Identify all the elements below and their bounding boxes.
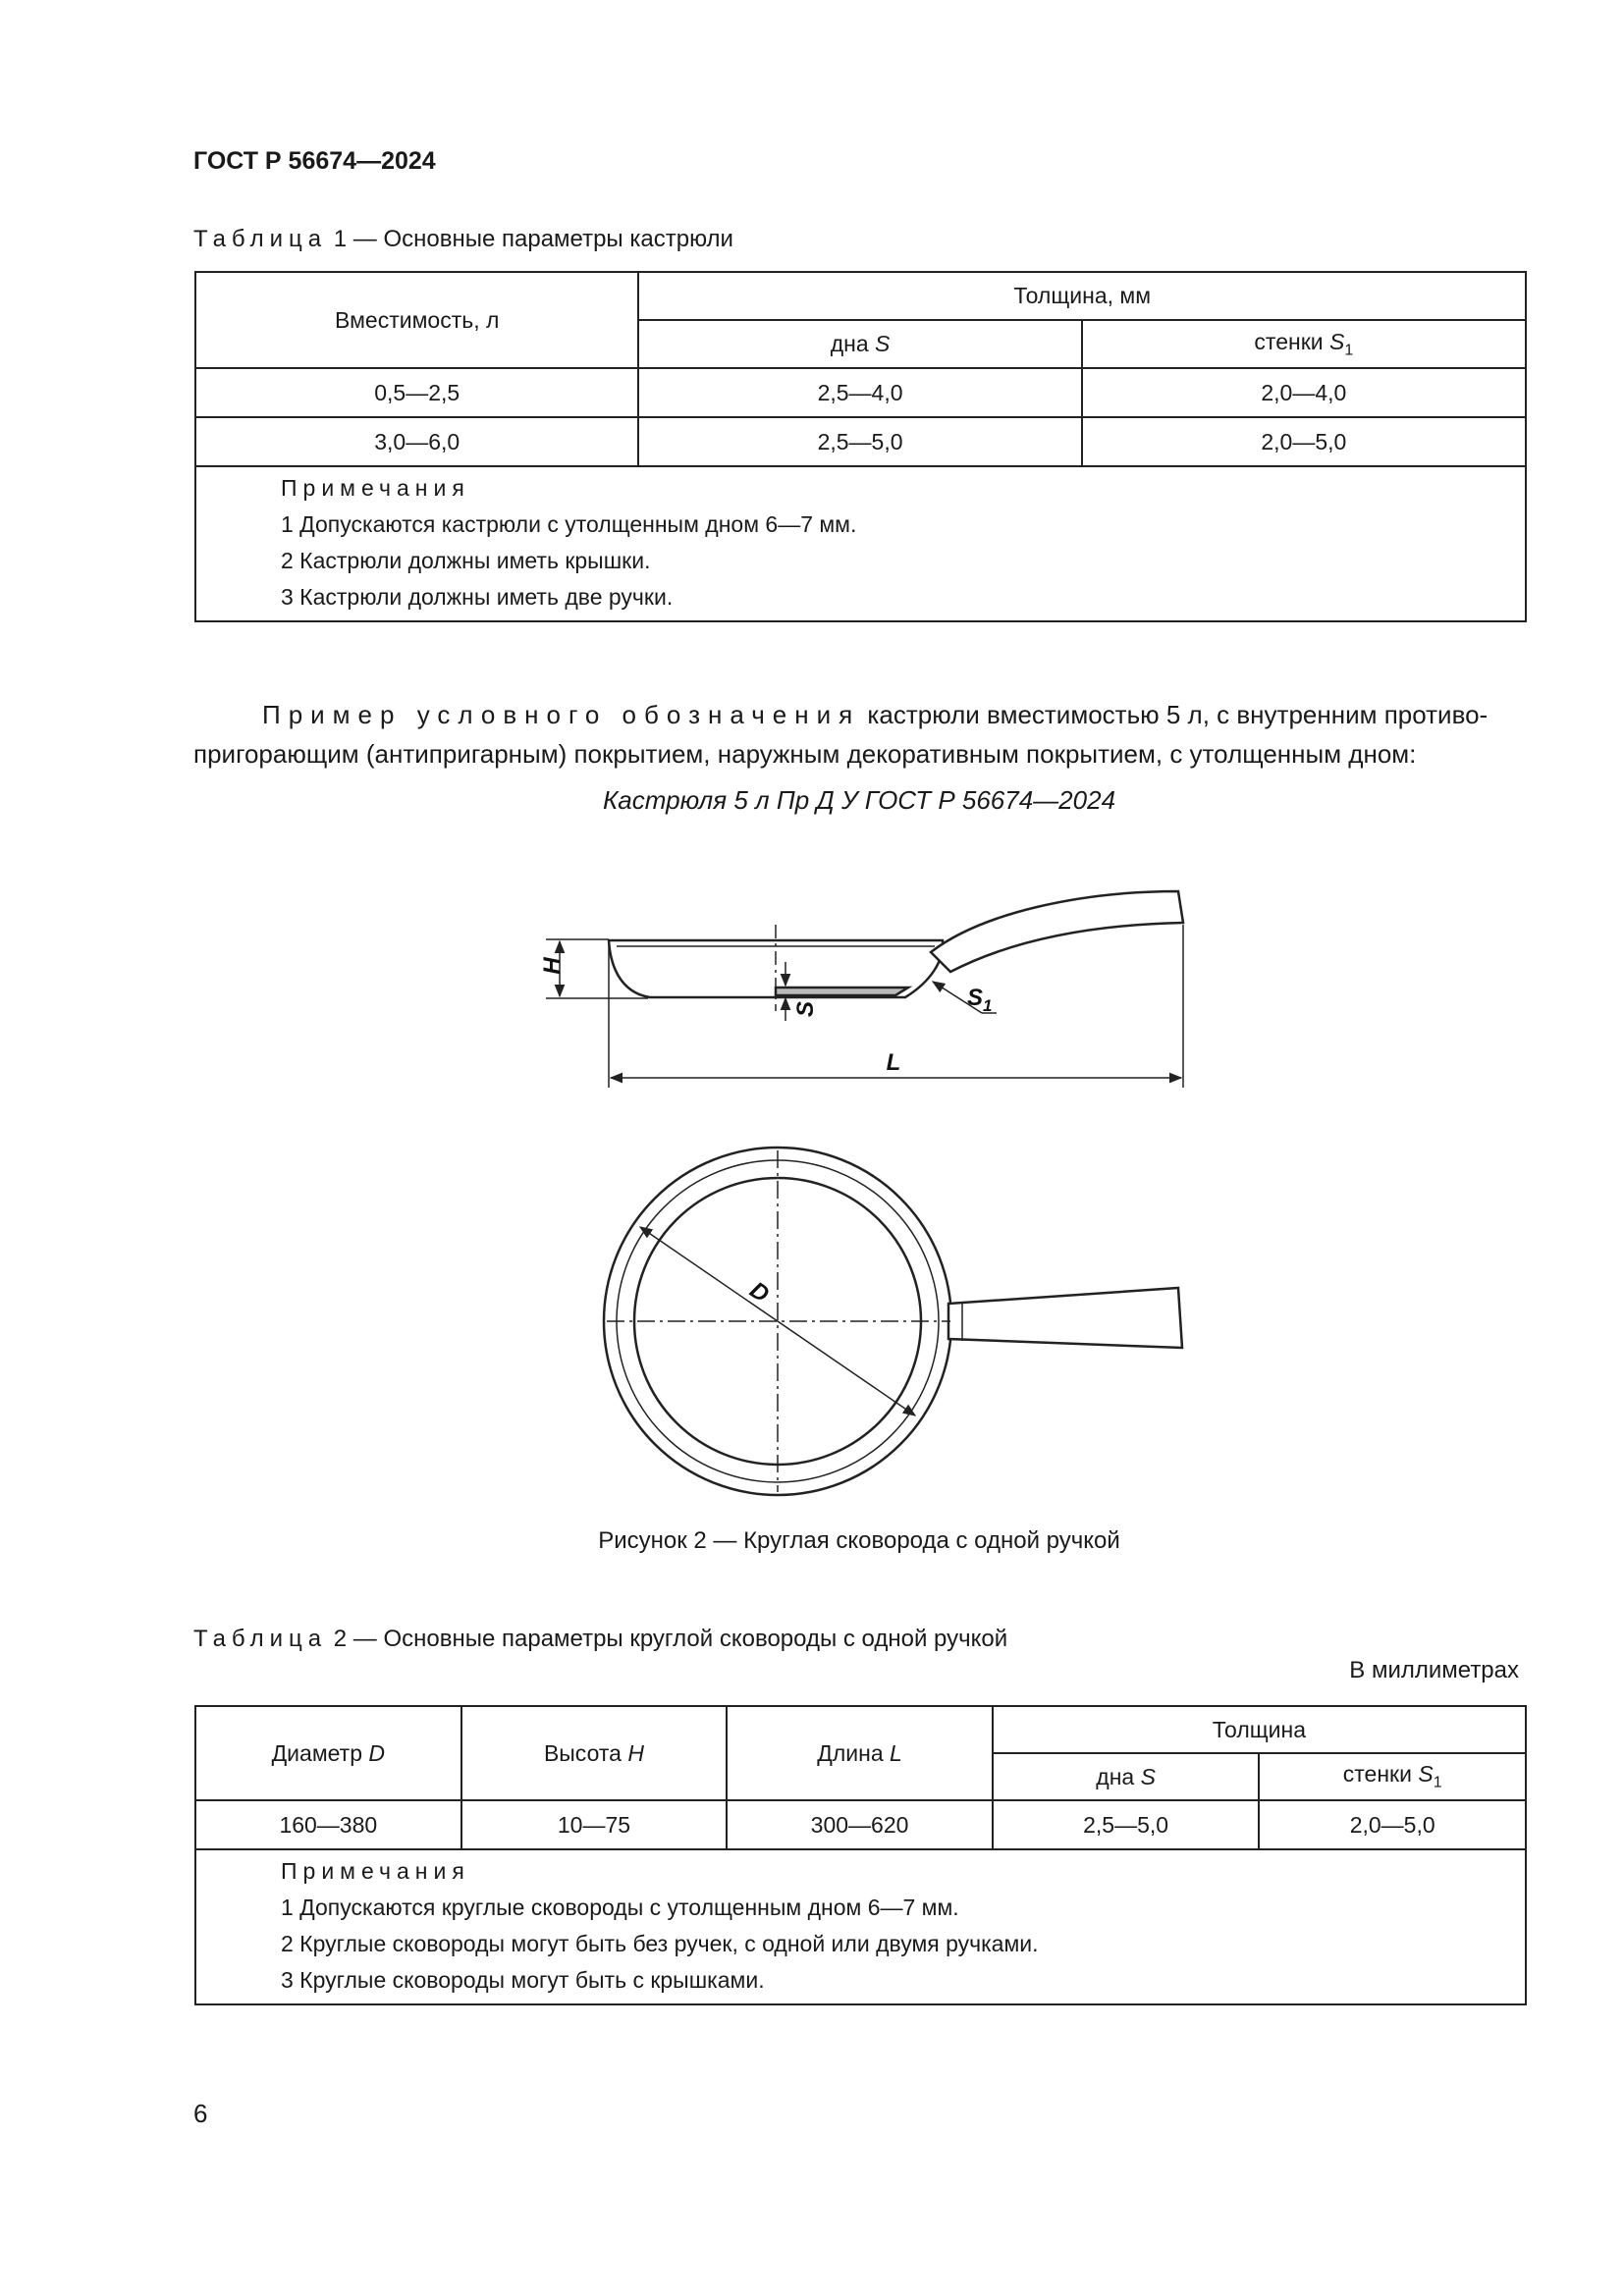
table1-title: 1 — Основные параметры кастрюли: [327, 226, 733, 252]
table1-cell-capacity: 0,5—2,5: [195, 368, 638, 417]
table2-header-length: Длина L: [727, 1706, 993, 1800]
table2-cell-wall: 2,0—5,0: [1259, 1800, 1526, 1849]
notes-title: Примечания: [281, 475, 470, 501]
notes-title: Примечания: [281, 1858, 470, 1884]
table2-cell-height: 10—75: [461, 1800, 728, 1849]
label-l: L: [886, 1049, 901, 1076]
note-item: 2 Кастрюли должны иметь крышки.: [281, 548, 651, 573]
table2-header-diameter: Диаметр D: [195, 1706, 461, 1800]
table1-subheader-bottom: дна S: [638, 320, 1081, 368]
table2-notes: [195, 1849, 1526, 2004]
table2-subheader-bottom: дна S: [993, 1753, 1260, 1800]
table1-cell-bottom: 2,5—5,0: [638, 417, 1081, 466]
label-h: H: [539, 957, 566, 975]
example-text: кастрюли вместимостью 5 л, с внутренним противо-пригорающим (антипригарным) покрытием, наружным декоративным покрытием, с утолщенным дном:: [193, 700, 1489, 769]
note-item: 3 Кастрюли должны иметь две ручки.: [281, 584, 674, 610]
table2-cell-diameter: 160—380: [195, 1800, 461, 1849]
table2-units: В миллиметрах: [1349, 1657, 1519, 1683]
table1-header-capacity: Вместимость, л: [195, 272, 638, 368]
table-row: [195, 1800, 1526, 1849]
table1-caption: [193, 226, 733, 253]
side-view: [546, 891, 1183, 1088]
note-item: 1 Допускаются круглые сковороды с утолщенным дном 6—7 мм.: [281, 1895, 959, 1920]
label-s: S: [792, 1000, 819, 1018]
note-item: 1 Допускаются кастрюли с утолщенным дном 6—7 мм.: [281, 511, 857, 537]
table2-title: 2 — Основные параметры круглой сковороды с одной ручкой: [327, 1626, 1008, 1652]
example-paragraph: [193, 695, 1519, 774]
table1-cell-wall: 2,0—4,0: [1082, 368, 1526, 417]
note-item: 3 Круглые сковороды могут быть с крышками.: [281, 1967, 765, 1993]
table1-cell-capacity: 3,0—6,0: [195, 417, 638, 466]
table2-label: Таблица: [193, 1626, 328, 1652]
table1-subheader-wall: стенки $S_1$: [1082, 320, 1526, 368]
table1-label: Таблица: [193, 226, 328, 252]
page-number: 6: [193, 2099, 208, 2128]
table1-cell-bottom: 2,5—4,0: [638, 368, 1081, 417]
table2-header-thickness: Толщина: [993, 1706, 1526, 1753]
table-row: [195, 417, 1526, 466]
table2-cell-bottom: 2,5—5,0: [993, 1800, 1260, 1849]
table2-header-height: Высота H: [461, 1706, 728, 1800]
table1-notes: [195, 466, 1526, 621]
label-d: D: [744, 1276, 775, 1308]
figure-caption: Рисунок 2 — Круглая сковорода с одной ручкой: [598, 1527, 1120, 1554]
table2: [194, 1705, 1527, 2005]
example-lead: Пример условного обозначения: [262, 700, 861, 729]
table2-caption: [193, 1626, 1007, 1653]
table2-cell-length: 300—620: [727, 1800, 993, 1849]
document-code-header: ГОСТ Р 56674—2024: [193, 147, 436, 175]
note-item: 2 Круглые сковороды могут быть без ручек, с одной или двумя ручками.: [281, 1931, 1039, 1956]
table1: [194, 271, 1527, 622]
table2-subheader-wall: стенки $S_1$: [1259, 1753, 1526, 1800]
frying-pan-drawing: [0, 864, 1624, 1531]
example-designation: Кастрюля 5 л Пр Д У ГОСТ Р 56674—2024: [602, 785, 1116, 815]
table1-header-thickness: Толщина, мм: [638, 272, 1526, 320]
top-view: [604, 1148, 1182, 1495]
table-row: [195, 368, 1526, 417]
label-s1: $S_1$: [967, 985, 993, 1015]
table1-cell-wall: 2,0—5,0: [1082, 417, 1526, 466]
